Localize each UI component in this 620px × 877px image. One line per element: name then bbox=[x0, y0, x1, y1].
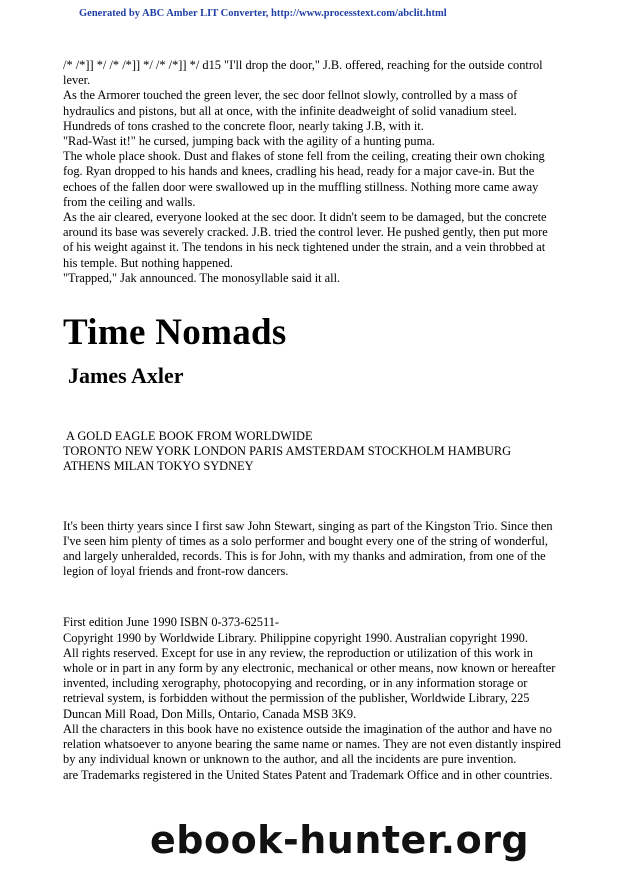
story-paragraph-4: The whole place shook. Dust and flakes of stone fell from the ceiling, creating their own choking fog. Ryan dropped to his hands and knees, cradling his head, ready for a major cave-in. But the echoes of the fallen door were swallowed up in the muffling stillness. Nothing more came away from the ceiling and walls. bbox=[63, 149, 545, 209]
publisher-line-1: A GOLD EAGLE BOOK FROM WORLDWIDE bbox=[66, 429, 313, 444]
book-title: Time Nomads bbox=[63, 312, 287, 354]
copyright-line-2: Copyright 1990 by Worldwide Library. Philippine copyright 1990. Australian copyright 1990. bbox=[63, 630, 528, 645]
story-paragraph-6: "Trapped," Jak announced. The monosyllable said it all. bbox=[63, 270, 341, 285]
story-paragraph-5: As the air cleared, everyone looked at the sec door. It didn't seem to be damaged, but the concrete around its base was severely cracked. J.B. tried the control lever. He pushed gently, then put more of his weight against it. The tendons in his neck tightened under the strain, and a vein throbbed at his temple. But nothing happened. bbox=[63, 210, 548, 270]
story-excerpt bbox=[63, 58, 561, 286]
copyright-block bbox=[63, 615, 561, 782]
story-paragraph-2: As the Armorer touched the green lever, the sec door fellnot slowly, controlled by a mass of hydraulics and pistons, but all at once, with the infinite deadweight of solid vanadium steel. Hundreds of tons crashed to the concrete floor, nearly taking J.B, with it. bbox=[63, 88, 518, 133]
copyright-line-4: All the characters in this book have no existence outside the imagination of the author and have no relation whatsoever to anyone bearing the same name or names. They are not even distantly inspired by any individual known or unknown to the author, and all the incidents are pure invention. bbox=[63, 721, 561, 767]
copyright-line-5: are Trademarks registered in the United States Patent and Trademark Office and in other countries. bbox=[63, 767, 553, 782]
converter-banner-link[interactable]: Generated by ABC Amber LIT Converter, http://www.processtext.com/abclit.html bbox=[79, 8, 447, 19]
story-paragraph-3: "Rad-Wast it!" he cursed, jumping back with the agility of a hunting puma. bbox=[63, 134, 435, 149]
copyright-line-1: First edition June 1990 ISBN 0-373-62511- bbox=[63, 615, 280, 630]
dedication-paragraph: It's been thirty years since I first saw John Stewart, singing as part of the Kingston Trio. Since then I've seen him plenty of times as a solo performer and bought every one of the string of wonderful, and largely unheralded, records. This is for John, with my thanks and admiration, from one of the legion of loyal friends and front-row dancers. bbox=[63, 518, 553, 579]
site-watermark: ebook-hunter.org bbox=[150, 818, 530, 862]
story-paragraph-1: /* /*]] */ /* /*]] */ /* /*]] */ d15 "I'll drop the door," J.B. offered, reaching for the outside control lever. bbox=[63, 58, 543, 88]
page-content bbox=[63, 58, 561, 783]
publisher-line-3: ATHENS MILAN TOKYO SYDNEY bbox=[63, 459, 254, 474]
publisher-block bbox=[63, 429, 561, 475]
book-author: James Axler bbox=[68, 363, 184, 389]
publisher-line-2: TORONTO NEW YORK LONDON PARIS AMSTERDAM STOCKHOLM HAMBURG bbox=[63, 444, 512, 459]
copyright-line-3: All rights reserved. Except for use in any review, the reproduction or utilization of this work in whole or in part in any form by any electronic, mechanical or other means, now known or hereafter invented, including xerography, photocopying and recording, or in any information storage or retrieval system, is forbidden without the permission of the publisher, Worldwide Library, 225 Duncan Mill Road, Don Mills, Ontario, Canada MSB 3K9. bbox=[63, 645, 556, 721]
